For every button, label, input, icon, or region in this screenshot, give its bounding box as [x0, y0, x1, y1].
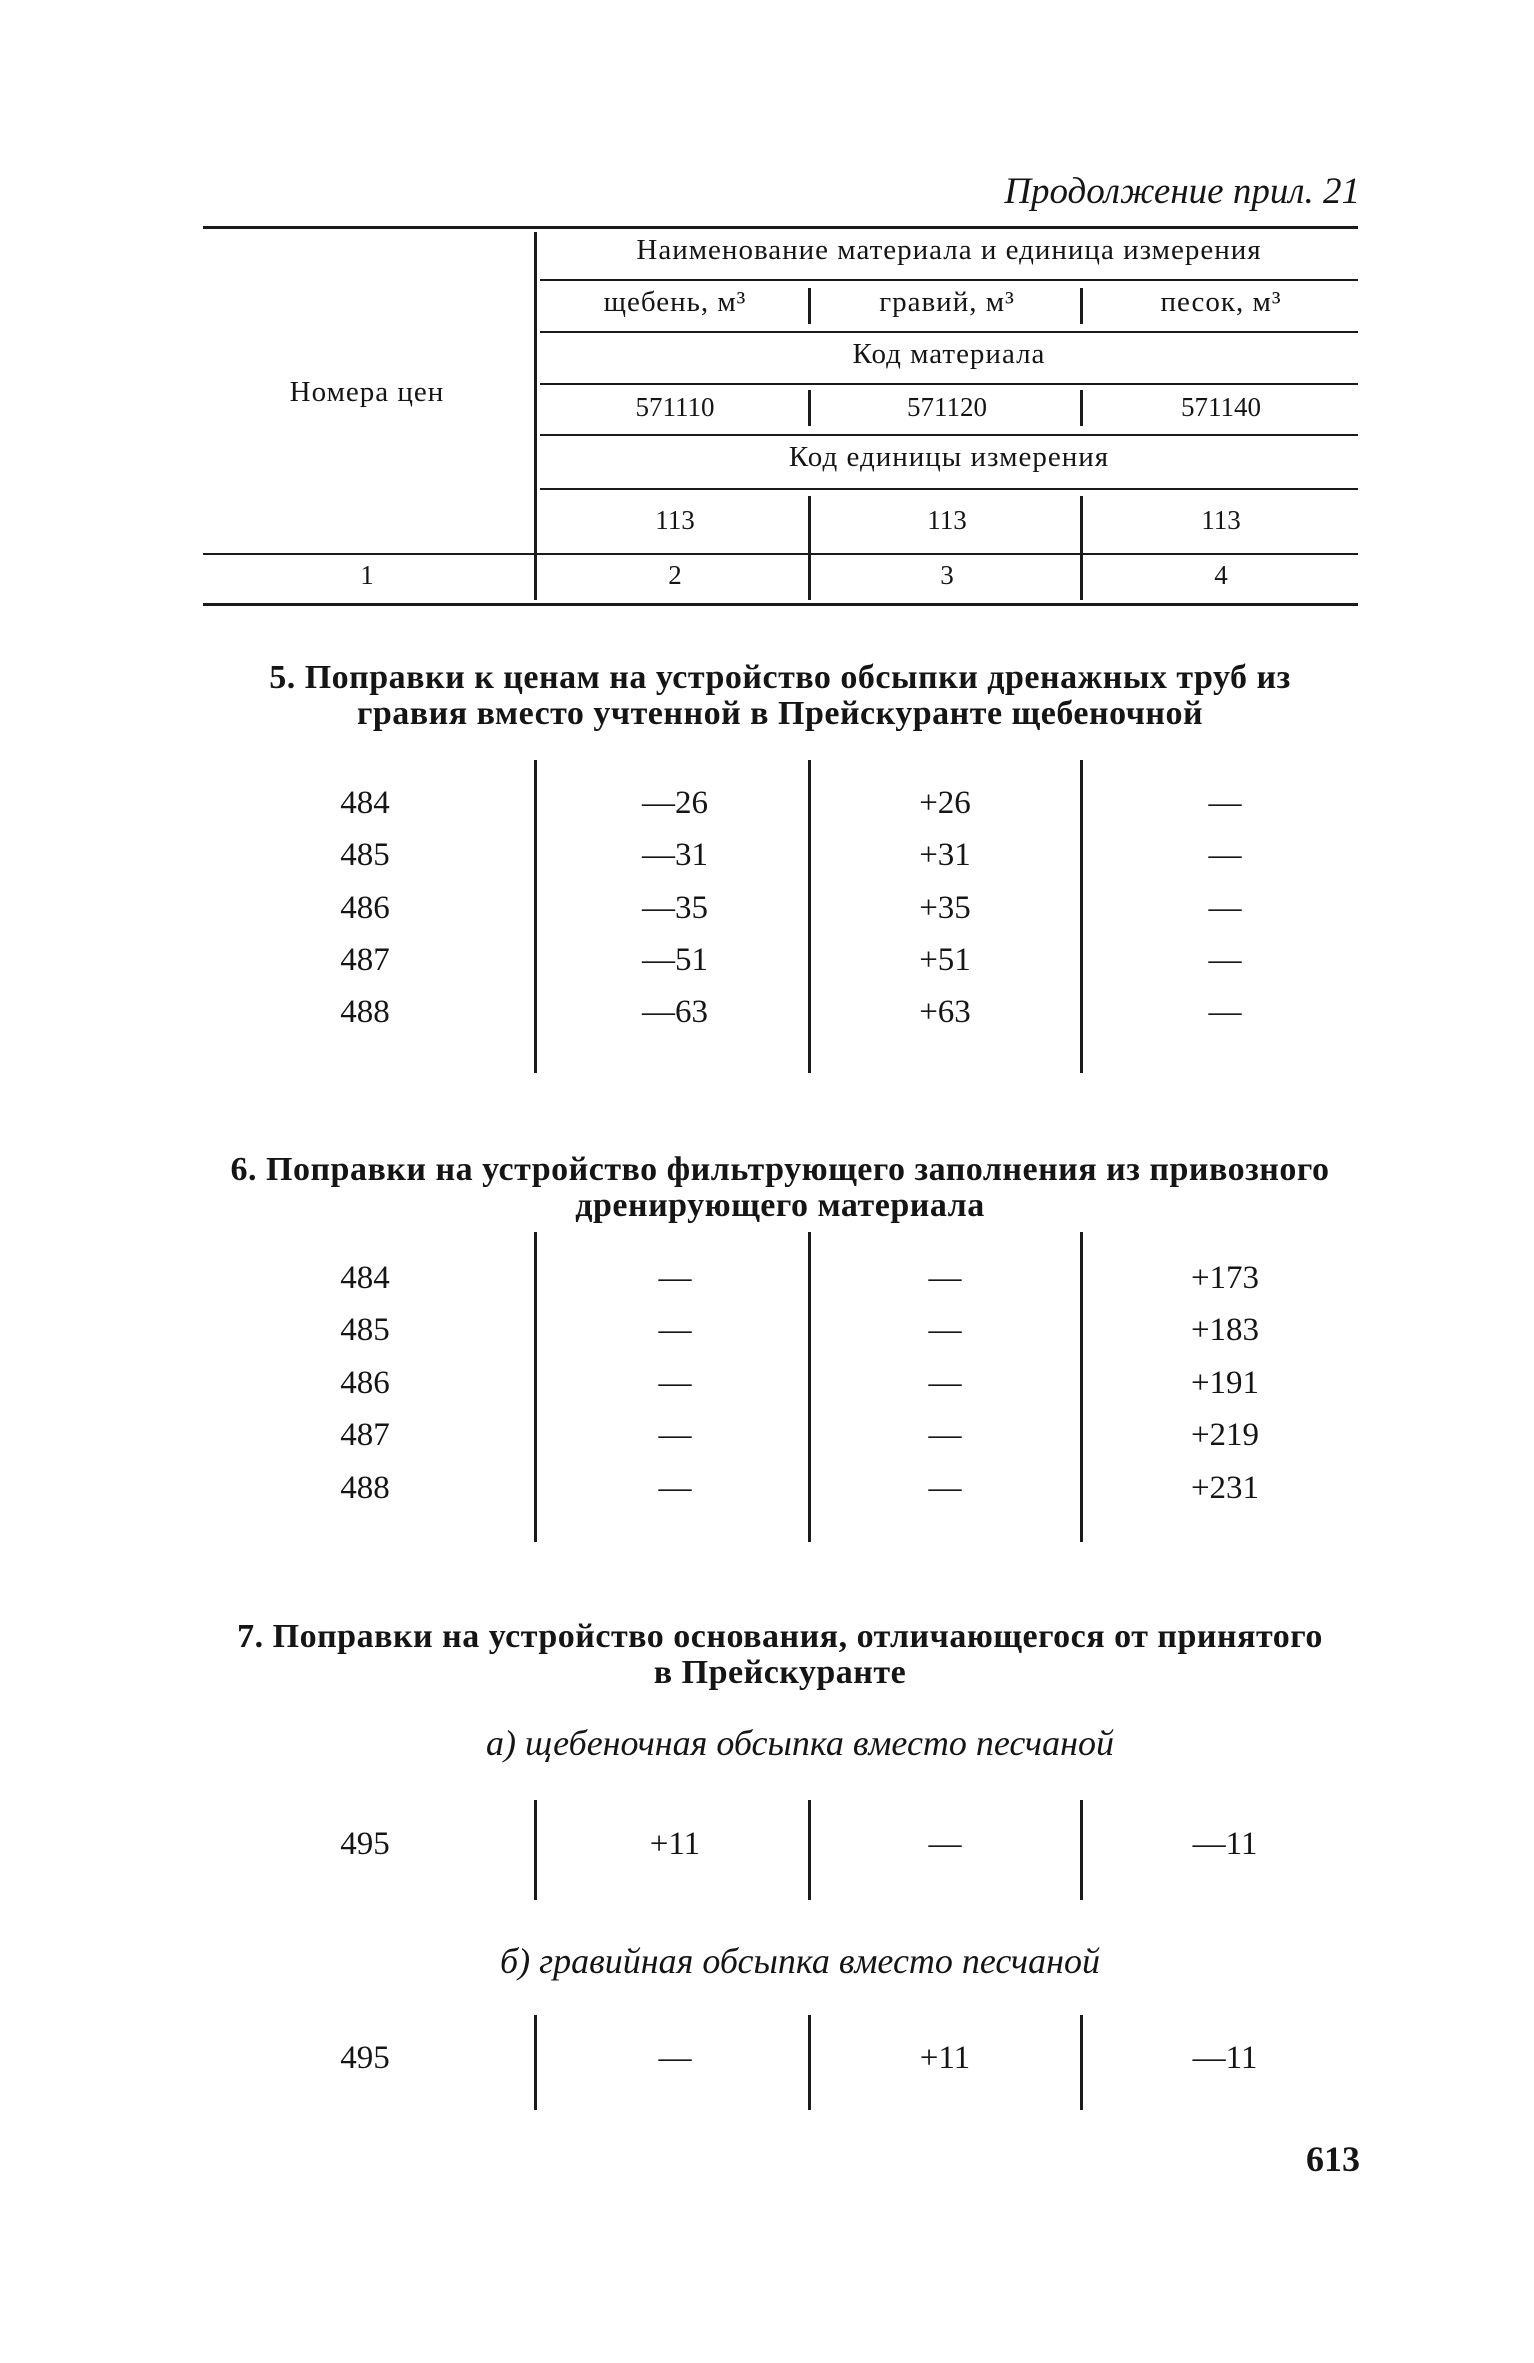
col-divider	[1080, 1800, 1083, 1900]
unit-code-3: 113	[1201, 505, 1241, 535]
sand-value: +183	[1190, 1312, 1260, 1348]
rule	[540, 434, 1358, 436]
header-divider-left	[534, 232, 537, 560]
col-header-crushed-stone: щебень, м³	[603, 286, 747, 318]
sand-value: —11	[1192, 1826, 1258, 1862]
col-header-sand: песок, м³	[1160, 286, 1282, 318]
crushed-stone-value: —	[658, 1260, 692, 1296]
col-number-2: 2	[668, 560, 682, 590]
row-number: 485	[340, 1312, 390, 1348]
section-7-title-line2: в Прейскуранте	[653, 1654, 907, 1691]
gravel-value: +51	[919, 942, 971, 978]
gravel-value: —	[928, 1470, 962, 1506]
col-divider	[808, 760, 811, 1073]
section-6-title-line1: 6. Поправки на устройство фильтрующего заполнения из привозного	[230, 1151, 1330, 1188]
unit-code-2: 113	[927, 505, 967, 535]
sand-value: +191	[1190, 1365, 1260, 1401]
crushed-stone-value: —63	[642, 994, 708, 1030]
col-divider	[534, 2015, 537, 2110]
crushed-stone-value: —	[658, 1470, 692, 1506]
crushed-stone-value: —35	[642, 890, 708, 926]
material-code-1: 571110	[635, 392, 715, 422]
col-divider	[808, 288, 811, 324]
col-number-3: 3	[940, 560, 954, 590]
crushed-stone-value: —	[658, 1365, 692, 1401]
section-5-title-line2: гравия вместо учтенной в Прейскуранте щебеночной	[356, 695, 1204, 732]
row-number: 486	[340, 1365, 390, 1401]
gravel-value: —	[928, 1260, 962, 1296]
sand-value: +173	[1190, 1260, 1260, 1296]
gravel-value: +26	[919, 785, 971, 821]
crushed-stone-value: —	[658, 1417, 692, 1453]
page-number: 613	[1306, 2139, 1360, 2179]
col-divider	[1080, 1232, 1083, 1542]
col-number-4: 4	[1214, 560, 1228, 590]
col-divider	[808, 390, 811, 426]
sand-value: —11	[1192, 2040, 1258, 2076]
col-divider	[808, 1800, 811, 1900]
gravel-value: +35	[919, 890, 971, 926]
col-divider	[1080, 760, 1083, 1073]
col-divider	[534, 760, 537, 1073]
col-divider	[534, 1232, 537, 1542]
material-code-2: 571120	[907, 392, 987, 422]
crushed-stone-value: —26	[642, 785, 708, 821]
crushed-stone-value: —	[658, 2040, 692, 2076]
row-number: 495	[340, 2040, 390, 2076]
crushed-stone-value: —31	[642, 837, 708, 873]
gravel-value: —	[928, 1417, 962, 1453]
row-number: 488	[340, 994, 390, 1030]
continuation-header: Продолжение прил. 21	[1004, 171, 1360, 212]
rule	[540, 383, 1358, 385]
gravel-value: —	[928, 1365, 962, 1401]
sand-value: —	[1208, 890, 1242, 926]
col-number-1: 1	[360, 560, 374, 590]
gravel-value: —	[928, 1826, 962, 1862]
row-number: 484	[340, 785, 390, 821]
sand-value: —	[1208, 942, 1242, 978]
subsection-b-title: б) гравийная обсыпка вместо песчаной	[500, 1941, 1100, 1981]
sand-value: —	[1208, 994, 1242, 1030]
col-divider	[808, 2015, 811, 2110]
col-divider	[1080, 390, 1083, 426]
row-number: 495	[340, 1826, 390, 1862]
gravel-value: +11	[919, 2040, 971, 2076]
col-divider	[534, 556, 537, 600]
gravel-value: +31	[919, 837, 971, 873]
row-label-header: Номера цен	[289, 376, 445, 408]
row-number: 485	[340, 837, 390, 873]
sand-value: +219	[1190, 1417, 1260, 1453]
rule	[540, 279, 1358, 281]
col-divider	[534, 1800, 537, 1900]
rule	[540, 488, 1358, 490]
section-5-title-line1: 5. Поправки к ценам на устройство обсыпки дренажных труб из	[269, 659, 1291, 696]
sand-value: —	[1208, 785, 1242, 821]
table-bottom-rule	[203, 603, 1358, 606]
row-number: 487	[340, 942, 390, 978]
col-divider	[1080, 2015, 1083, 2110]
rule	[540, 331, 1358, 333]
unit-code-1: 113	[655, 505, 695, 535]
sand-value: +231	[1190, 1470, 1260, 1506]
row-number: 488	[340, 1470, 390, 1506]
sand-value: —	[1208, 837, 1242, 873]
col-divider	[808, 1232, 811, 1542]
section-6-title-line2: дренирующего материала	[575, 1187, 985, 1224]
gravel-value: —	[928, 1312, 962, 1348]
material-code-3: 571140	[1181, 392, 1261, 422]
col-divider	[1080, 288, 1083, 324]
crushed-stone-value: —	[658, 1312, 692, 1348]
col-header-gravel: гравий, м³	[879, 286, 1015, 318]
subsection-a-title: а) щебеночная обсыпка вместо песчаной	[486, 1723, 1114, 1763]
crushed-stone-value: —51	[642, 942, 708, 978]
row-number: 487	[340, 1417, 390, 1453]
group-label-header: Наименование материала и единица измерения	[636, 234, 1262, 266]
section-7-title-line1: 7. Поправки на устройство основания, отличающегося от принятого	[237, 1618, 1323, 1655]
rule	[203, 553, 1358, 555]
gravel-value: +63	[919, 994, 971, 1030]
row-number: 486	[340, 890, 390, 926]
table-top-rule	[203, 226, 1358, 229]
material-code-label: Код материала	[852, 338, 1046, 370]
row-number: 484	[340, 1260, 390, 1296]
crushed-stone-value: +11	[649, 1826, 701, 1862]
unit-code-label: Код единицы измерения	[788, 441, 1110, 473]
